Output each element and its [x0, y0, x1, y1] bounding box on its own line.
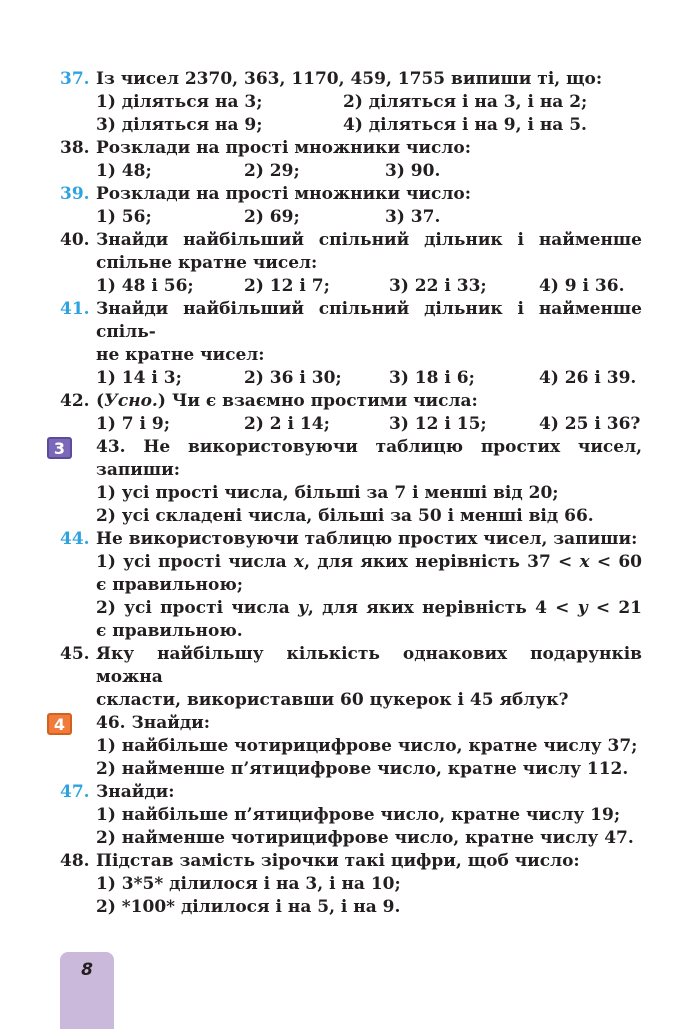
- task-number: 48.: [60, 851, 90, 871]
- option: 1) 48 і 56;: [96, 276, 194, 296]
- stem-text: Знайди:: [131, 713, 211, 733]
- task-stem-cont: не кратне чисел:: [96, 345, 265, 365]
- option: 4) 25 і 36?: [539, 414, 641, 434]
- option: 2) 29;: [244, 161, 300, 181]
- option: 1) 56;: [96, 207, 152, 227]
- option: 4) діляться і на 9, і на 5.: [343, 115, 587, 135]
- paren: (: [96, 391, 105, 411]
- task-stem: Яку найбільшу кількість однакових подарунків можна: [96, 644, 642, 687]
- subtask: 2) найменше чотирицифрове число, кратне числу 47.: [96, 828, 634, 848]
- subtask: 2) *100* ділилося і на 5, і на 9.: [96, 897, 401, 917]
- task-number: 37.: [60, 69, 90, 89]
- option: 2) 2 і 14;: [244, 414, 330, 434]
- answer-row: [96, 91, 642, 114]
- task-43: [53, 436, 642, 528]
- subtask: 1) усі прості числа x, для яких нерівність 37 < x < 60: [96, 552, 642, 572]
- task-number: 42.: [60, 391, 90, 411]
- task-38: [60, 137, 642, 183]
- task-number: 39.: [60, 184, 90, 204]
- answer-row: [96, 275, 642, 298]
- task-42: [60, 390, 642, 436]
- option: 1) 48;: [96, 161, 152, 181]
- task-47: [60, 781, 642, 850]
- subtask: 2) найменше п’ятицифрове число, кратне числу 112.: [96, 759, 629, 779]
- task-number: 38.: [60, 138, 90, 158]
- subtask-cont: є правильною.: [96, 621, 243, 641]
- task-45: [60, 643, 642, 712]
- task-number: 47.: [60, 782, 90, 802]
- task-stem: Знайди найбільший спільний дільник і найменше: [96, 230, 642, 250]
- task-48: [60, 850, 642, 919]
- option: 3) 90.: [385, 161, 441, 181]
- task-stem: Розклади на прості множники число:: [96, 138, 471, 158]
- task-46: [53, 712, 642, 781]
- task-39: [60, 183, 642, 229]
- option: 3) діляться на 9;: [96, 115, 263, 135]
- answer-row: [96, 160, 642, 183]
- subtask: 2) усі складені числа, більші за 50 і менші від 66.: [96, 506, 594, 526]
- task-44: [60, 528, 642, 643]
- task-stem: [96, 390, 642, 413]
- option: 2) 36 і 30;: [244, 368, 342, 388]
- task-number: 46.: [96, 713, 126, 733]
- subtask: 1) найбільше чотирицифрове число, кратне числу 37;: [96, 736, 638, 756]
- task-number: 45.: [60, 644, 90, 664]
- answer-row: [96, 114, 642, 137]
- subtask: 1) найбільше п’ятицифрове число, кратне числу 19;: [96, 805, 621, 825]
- option: 2) діляться і на 3, і на 2;: [343, 92, 588, 112]
- option: 3) 22 і 33;: [389, 276, 487, 296]
- option: 3) 18 і 6;: [389, 368, 475, 388]
- task-stem: Розклади на прості множники число:: [96, 184, 471, 204]
- level-3-badge: 3: [47, 437, 72, 459]
- option: 3) 37.: [385, 207, 441, 227]
- stem-text: Чи є взаємно простими числа:: [165, 391, 478, 411]
- task-stem: [96, 712, 642, 735]
- task-stem: Знайди:: [96, 782, 175, 802]
- exercise-page: [53, 68, 643, 919]
- task-stem: Із чисел 2370, 363, 1170, 459, 1755 випиши ті, що:: [96, 69, 603, 89]
- option: 1) діляться на 3;: [96, 92, 263, 112]
- task-stem: Знайди найбільший спільний дільник і найменше спіль-: [96, 299, 642, 342]
- task-stem: Не використовуючи таблицю простих чисел, запиши:: [96, 529, 638, 549]
- answer-row: [96, 206, 642, 229]
- paren: ): [157, 391, 166, 411]
- task-number: 41.: [60, 299, 90, 319]
- subtask: 2) усі прості числа y, для яких нерівність 4 < y < 21: [96, 598, 643, 618]
- option: 2) 12 і 7;: [244, 276, 330, 296]
- page-number: 8: [81, 960, 93, 980]
- level-4-badge: 4: [47, 713, 72, 735]
- task-stem-cont: спільне кратне чисел:: [96, 253, 318, 273]
- task-stem: [96, 436, 642, 482]
- task-stem-cont: скласти, використавши 60 цукерок і 45 яблук?: [96, 690, 569, 710]
- task-number: 40.: [60, 230, 90, 250]
- stem-text: Не використовуючи таблицю простих чисел, запиши:: [96, 437, 642, 480]
- option: 4) 26 і 39.: [539, 368, 637, 388]
- subtask: 1) усі прості числа, більші за 7 і менші від 20;: [96, 483, 559, 503]
- option: 1) 7 і 9;: [96, 414, 171, 434]
- task-40: [60, 229, 642, 298]
- subtask: 1) 3*5* ділилося і на 3, і на 10;: [96, 874, 401, 894]
- option: 1) 14 і 3;: [96, 368, 182, 388]
- page-number-tab: [60, 952, 114, 1029]
- oral-note: Усно.: [104, 391, 158, 411]
- task-37: [60, 68, 642, 137]
- option: 2) 69;: [244, 207, 300, 227]
- task-number: 43.: [96, 437, 126, 457]
- subtask-cont: є правильною;: [96, 575, 244, 595]
- task-stem: Підстав замість зірочки такі цифри, щоб число:: [96, 851, 580, 871]
- answer-row: [96, 413, 642, 436]
- answer-row: [96, 367, 642, 390]
- option: 4) 9 і 36.: [539, 276, 625, 296]
- task-number: 44.: [60, 529, 90, 549]
- option: 3) 12 і 15;: [389, 414, 487, 434]
- task-41: [60, 298, 642, 390]
